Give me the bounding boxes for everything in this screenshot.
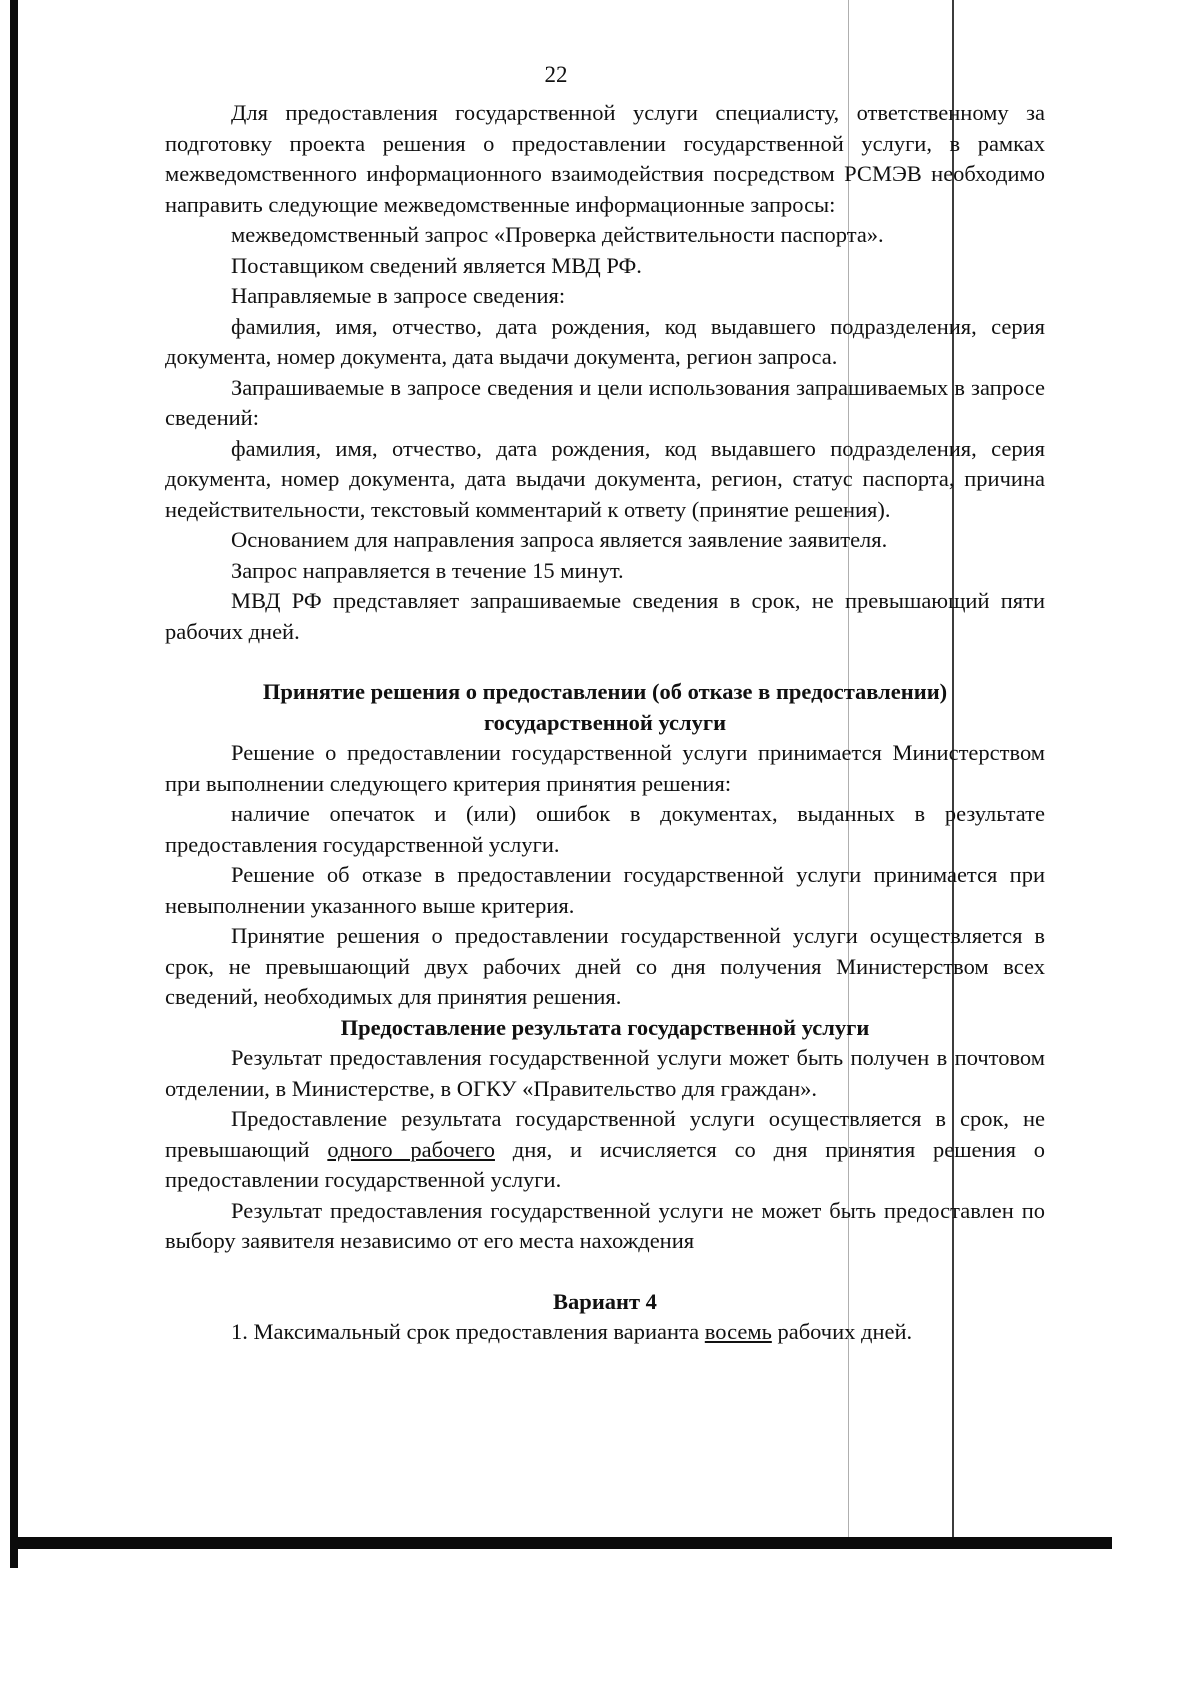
paragraph: фамилия, имя, отчество, дата рождения, код выдавшего подразделения, серия документа, номер документа, дата выдачи документа, регион, статус паспорта, причина недействительности, текстовый комментарий к ответу (принятие решения). xyxy=(165,435,1045,522)
scan-border-bottom xyxy=(10,1537,1112,1549)
paragraph-with-underline xyxy=(165,1104,1045,1196)
paragraph: Поставщиком сведений является МВД РФ. xyxy=(231,252,642,278)
paragraph: Результат предоставления государственной услуги может быть получен в почтовом отделении, в Министерстве, в ОГКУ «Правительство для граждан». xyxy=(165,1045,1045,1101)
document-body xyxy=(165,98,1045,1348)
paragraph: наличие опечаток и (или) ошибок в документах, выданных в результате предоставления государственной услуги. xyxy=(165,801,1045,857)
paragraph: Решение о предоставлении государственной услуги принимается Министерством при выполнении следующего критерия принятия решения: xyxy=(165,740,1045,796)
text-run: дня, и исчисляется со дня принятия решения о предоставлении государственной услуги. xyxy=(165,1136,1045,1192)
paragraph: Решение об отказе в предоставлении государственной услуги принимается при невыполнении указанного выше критерия. xyxy=(165,862,1045,918)
text-run: Предоставление результата государственной услуги осуществляется в срок, не превышающий xyxy=(165,1106,1045,1162)
page-number: 22 xyxy=(544,62,568,87)
underlined-text: одного рабочего xyxy=(327,1136,495,1162)
scan-border-left xyxy=(10,0,18,1568)
section-heading-variant: Вариант 4 xyxy=(553,1288,657,1314)
underlined-text: восемь xyxy=(704,1319,772,1344)
paragraph: фамилия, имя, отчество, дата рождения, код выдавшего подразделения, серия документа, номер документа, дата выдачи документа, регион запроса. xyxy=(165,313,1045,369)
paragraph: межведомственный запрос «Проверка действительности паспорта». xyxy=(231,222,884,247)
paragraph: Запрос направляется в течение 15 минут. xyxy=(231,557,624,583)
paragraph: Результат предоставления государственной услуги не может быть предоставлен по выбору заявителя независимо от его места нахождения xyxy=(165,1197,1045,1253)
paragraph: Запрашиваемые в запросе сведения и цели использования запрашиваемых в запросе сведений: xyxy=(165,374,1045,430)
section-heading-line: Принятие решения о предоставлении (об отказе в предоставлении) xyxy=(262,679,948,704)
section-spacer xyxy=(165,647,1045,677)
paragraph: Принятие решения о предоставлении государственной услуги осуществляется в срок, не превышающий двух рабочих дней со дня получения Министерством всех сведений, необходимых для принятия решения. xyxy=(165,923,1045,1009)
paragraph: Направляемые в запросе сведения: xyxy=(231,283,566,308)
section-spacer xyxy=(165,1257,1045,1287)
paragraph: МВД РФ представляет запрашиваемые сведения в срок, не превышающий пяти рабочих дней. xyxy=(165,588,1045,644)
section-heading-result: Предоставление результата государственной услуги xyxy=(340,1014,870,1040)
text-run: 1. Максимальный срок предоставления варианта xyxy=(231,1319,705,1344)
paragraph: Для предоставления государственной услуги специалисту, ответственному за подготовку проекта решения о предоставлении государственной услуги, в рамках межведомственного информационного взаимодействия посредством РСМЭВ необходимо направить следующие межведомственные информационные запросы: xyxy=(165,100,1045,217)
paragraph: Основанием для направления запроса является заявление заявителя. xyxy=(231,527,888,552)
section-heading-decision xyxy=(165,677,1045,738)
list-item xyxy=(165,1317,1045,1348)
section-heading-line: государственной услуги xyxy=(483,709,727,735)
text-run: рабочих дней. xyxy=(771,1319,913,1344)
